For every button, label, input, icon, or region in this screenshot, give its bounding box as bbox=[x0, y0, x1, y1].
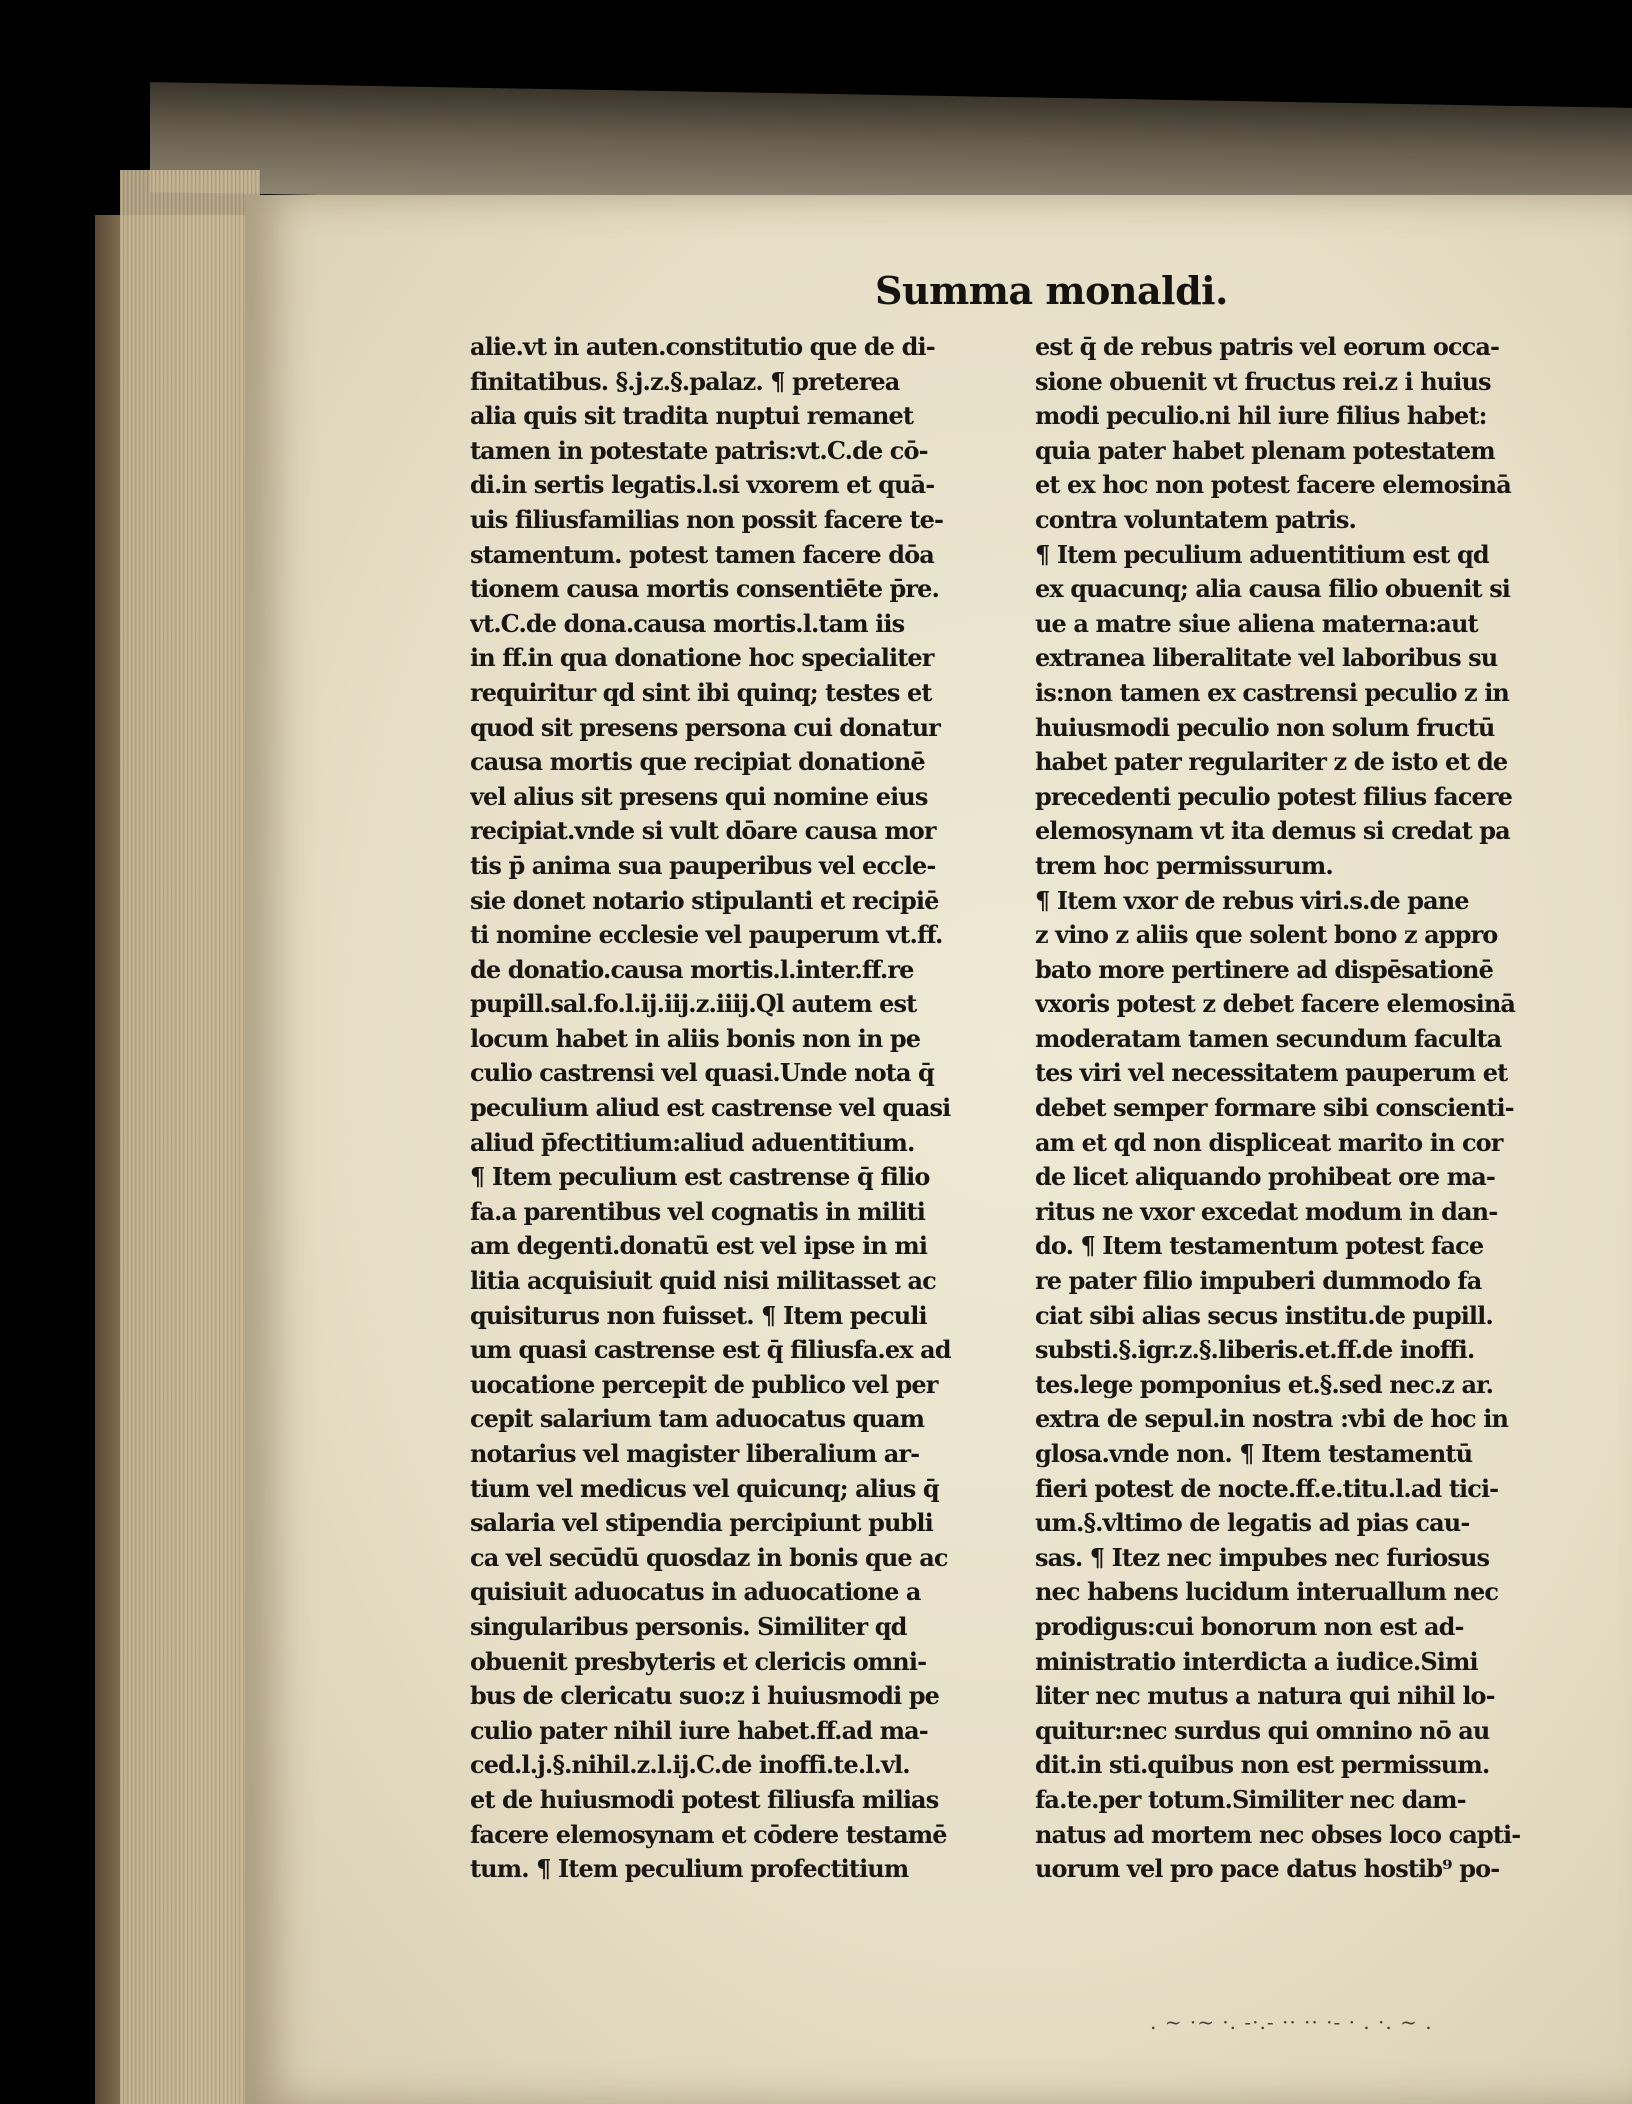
text-line: sione obuenit vt fructus rei.z i huius bbox=[1035, 366, 1491, 396]
text-line: pupill.sal.fo.l.ij.iij.z.iiij.Ql autem est bbox=[470, 989, 917, 1019]
text-line: quitur:nec surdus qui omnino nō au bbox=[1035, 1715, 1490, 1745]
text-line: fa.a parentibus vel cognatis in militi bbox=[470, 1196, 925, 1226]
text-line: elemosynam vt ita demus si credat pa bbox=[1035, 816, 1510, 846]
text-line: substi.§.igr.z.§.liberis.et.ff.de inoffi. bbox=[1035, 1335, 1475, 1365]
text-line: peculium aliud est castrense vel quasi bbox=[470, 1093, 951, 1123]
running-head: Summa monaldi. bbox=[875, 268, 1228, 313]
text-line: in ff.in qua donatione hoc specialiter bbox=[470, 643, 934, 673]
text-line: tes viri vel necessitatem pauperum et bbox=[1035, 1058, 1508, 1088]
text-line: bato more pertinere ad dispēsationē bbox=[1035, 954, 1493, 984]
text-line: uis filiusfamilias non possit facere te- bbox=[470, 504, 944, 534]
text-line: cepit salarium tam aduocatus quam bbox=[470, 1404, 925, 1434]
text-line: tium vel medicus vel quicunq; alius q̄ bbox=[470, 1473, 939, 1503]
text-line: ca vel secūdū quosdaz in bonis que ac bbox=[470, 1542, 948, 1572]
text-line: ¶ Item peculium aduentitium est qd bbox=[1035, 539, 1489, 569]
text-line: recipiat.vnde si vult dōare causa mor bbox=[470, 816, 936, 846]
text-line: sie donet notario stipulanti et recipiē bbox=[470, 885, 939, 915]
text-line: prodigus:cui bonorum non est ad- bbox=[1035, 1611, 1464, 1641]
text-line: bus de clericatu suo:z i huiusmodi pe bbox=[470, 1681, 939, 1711]
text-line: tamen in potestate patris:vt.C.de cō- bbox=[470, 435, 928, 465]
text-line: nec habens lucidum interuallum nec bbox=[1035, 1577, 1499, 1607]
text-line: huiusmodi peculio non solum fructū bbox=[1035, 712, 1495, 742]
text-line: debet semper formare sibi conscienti- bbox=[1035, 1093, 1514, 1123]
text-line: re pater filio impuberi dummodo fa bbox=[1035, 1266, 1482, 1296]
text-line: uocatione percepit de publico vel per bbox=[470, 1369, 938, 1399]
text-line: et de huiusmodi potest filiusfa milias bbox=[470, 1784, 939, 1814]
text-line: liter nec mutus a natura qui nihil lo- bbox=[1035, 1681, 1495, 1711]
text-line: vel alius sit presens qui nomine eius bbox=[470, 781, 928, 811]
text-line: alie.vt in auten.constitutio que de di- bbox=[470, 332, 935, 361]
text-line: causa mortis que recipiat donationē bbox=[470, 747, 925, 777]
left-text-column bbox=[470, 330, 1015, 1890]
text-line: fieri potest de nocte.ff.e.titu.l.ad tici- bbox=[1035, 1473, 1499, 1503]
text-line: quod sit presens persona cui donatur bbox=[470, 712, 940, 742]
text-line: precedenti peculio potest filius facere bbox=[1035, 781, 1513, 811]
text-line: fa.te.per totum.Similiter nec dam- bbox=[1035, 1784, 1466, 1814]
text-line: am et qd non displiceat marito in cor bbox=[1035, 1127, 1503, 1157]
text-line: ministratio interdicta a iudice.Simi bbox=[1035, 1646, 1478, 1676]
text-line: finitatibus. §.j.z.§.palaz. ¶ preterea bbox=[470, 366, 900, 396]
text-line: habet pater regulariter z de isto et de bbox=[1035, 747, 1508, 777]
text-line: tis p̄ anima sua pauperibus vel eccle- bbox=[470, 850, 936, 880]
text-line: extra de sepul.in nostra :vbi de hoc in bbox=[1035, 1404, 1508, 1434]
text-line: de donatio.causa mortis.l.inter.ff.re bbox=[470, 954, 914, 984]
text-line: tionem causa mortis consentiēte p̄re. bbox=[470, 574, 939, 604]
text-line: facere elemosynam et cōdere testamē bbox=[470, 1819, 947, 1849]
text-line: modi peculio.ni hil iure filius habet: bbox=[1035, 401, 1487, 431]
text-line: aliud p̄fectitium:aliud aduentitium. bbox=[470, 1127, 915, 1157]
bleed-through-marks: . ~ ·~ ·. -·.- ·· ·· ·- · . ·. ~ . bbox=[1150, 2010, 1433, 2034]
text-line: um quasi castrense est q̄ filiusfa.ex ad bbox=[470, 1335, 951, 1365]
text-line: de licet aliquando prohibeat ore ma- bbox=[1035, 1162, 1495, 1192]
text-line: ¶ Item peculium est castrense q̄ filio bbox=[470, 1162, 930, 1192]
text-line: vxoris potest z debet facere elemosinā bbox=[1035, 989, 1516, 1019]
text-line: z vino z aliis que solent bono z appro bbox=[1035, 920, 1498, 950]
text-line: ¶ Item vxor de rebus viri.s.de pane bbox=[1035, 885, 1469, 915]
text-line: quia pater habet plenam potestatem bbox=[1035, 435, 1495, 465]
text-line: locum habet in aliis bonis non in pe bbox=[470, 1023, 921, 1053]
text-line: dit.in sti.quibus non est permissum. bbox=[1035, 1750, 1490, 1780]
text-line: ciat sibi alias secus institu.de pupill. bbox=[1035, 1300, 1493, 1330]
text-line: is:non tamen ex castrensi peculio z in bbox=[1035, 677, 1509, 707]
text-line: di.in sertis legatis.l.si vxorem et quā- bbox=[470, 470, 935, 500]
text-line: ced.l.j.§.nihil.z.l.ij.C.de inoffi.te.l.vl. bbox=[470, 1750, 910, 1780]
text-line: ritus ne vxor excedat modum in dan- bbox=[1035, 1196, 1498, 1226]
text-line: quisiturus non fuisset. ¶ Item peculi bbox=[470, 1300, 927, 1330]
page-stack-edge bbox=[120, 170, 260, 2104]
text-line: alia quis sit tradita nuptui remanet bbox=[470, 401, 914, 431]
text-line: stamentum. potest tamen facere dōa bbox=[470, 539, 934, 569]
text-line: moderatam tamen secundum faculta bbox=[1035, 1023, 1502, 1053]
text-line: am degenti.donatū est vel ipse in mi bbox=[470, 1231, 928, 1261]
text-line: tes.lege pomponius et.§.sed nec.z ar. bbox=[1035, 1369, 1494, 1399]
text-line: salaria vel stipendia percipiunt publi bbox=[470, 1508, 933, 1538]
text-line: requiritur qd sint ibi quinq; testes et bbox=[470, 677, 932, 707]
text-line: uorum vel pro pace datus hostib⁹ po- bbox=[1035, 1854, 1500, 1884]
text-line: ti nomine ecclesie vel pauperum vt.ff. bbox=[470, 920, 943, 950]
text-line: ex quacunq; alia causa filio obuenit si bbox=[1035, 574, 1511, 604]
text-line: et ex hoc non potest facere elemosinā bbox=[1035, 470, 1511, 500]
text-line: do. ¶ Item testamentum potest face bbox=[1035, 1231, 1484, 1261]
text-line: sas. ¶ Itez nec impubes nec furiosus bbox=[1035, 1542, 1490, 1572]
right-text-column bbox=[1035, 330, 1590, 1890]
text-line: trem hoc permissurum. bbox=[1035, 850, 1333, 880]
text-line: um.§.vltimo de legatis ad pias cau- bbox=[1035, 1508, 1470, 1538]
text-line: culio pater nihil iure habet.ff.ad ma- bbox=[470, 1715, 928, 1745]
text-line: notarius vel magister liberalium ar- bbox=[470, 1439, 920, 1468]
text-line: litia acquisiuit quid nisi militasset ac bbox=[470, 1266, 936, 1296]
text-line: natus ad mortem nec obses loco capti- bbox=[1035, 1819, 1521, 1849]
text-line: extranea liberalitate vel laboribus su bbox=[1035, 643, 1498, 673]
text-line: glosa.vnde non. ¶ Item testamentū bbox=[1035, 1439, 1473, 1468]
text-line: culio castrensi vel quasi.Unde nota q̄ bbox=[470, 1058, 934, 1088]
text-line: ue a matre siue aliena materna:aut bbox=[1035, 608, 1478, 638]
text-line: est q̄ de rebus patris vel eorum occa- bbox=[1035, 332, 1500, 361]
text-line: vt.C.de dona.causa mortis.l.tam iis bbox=[470, 608, 905, 638]
text-line: singularibus personis. Similiter qd bbox=[470, 1611, 907, 1641]
text-line: quisiuit aduocatus in aduocatione a bbox=[470, 1577, 921, 1607]
text-line: contra voluntatem patris. bbox=[1035, 504, 1356, 534]
text-line: obuenit presbyteris et clericis omni- bbox=[470, 1646, 927, 1676]
text-line: tum. ¶ Item peculium profectitium bbox=[470, 1854, 909, 1884]
